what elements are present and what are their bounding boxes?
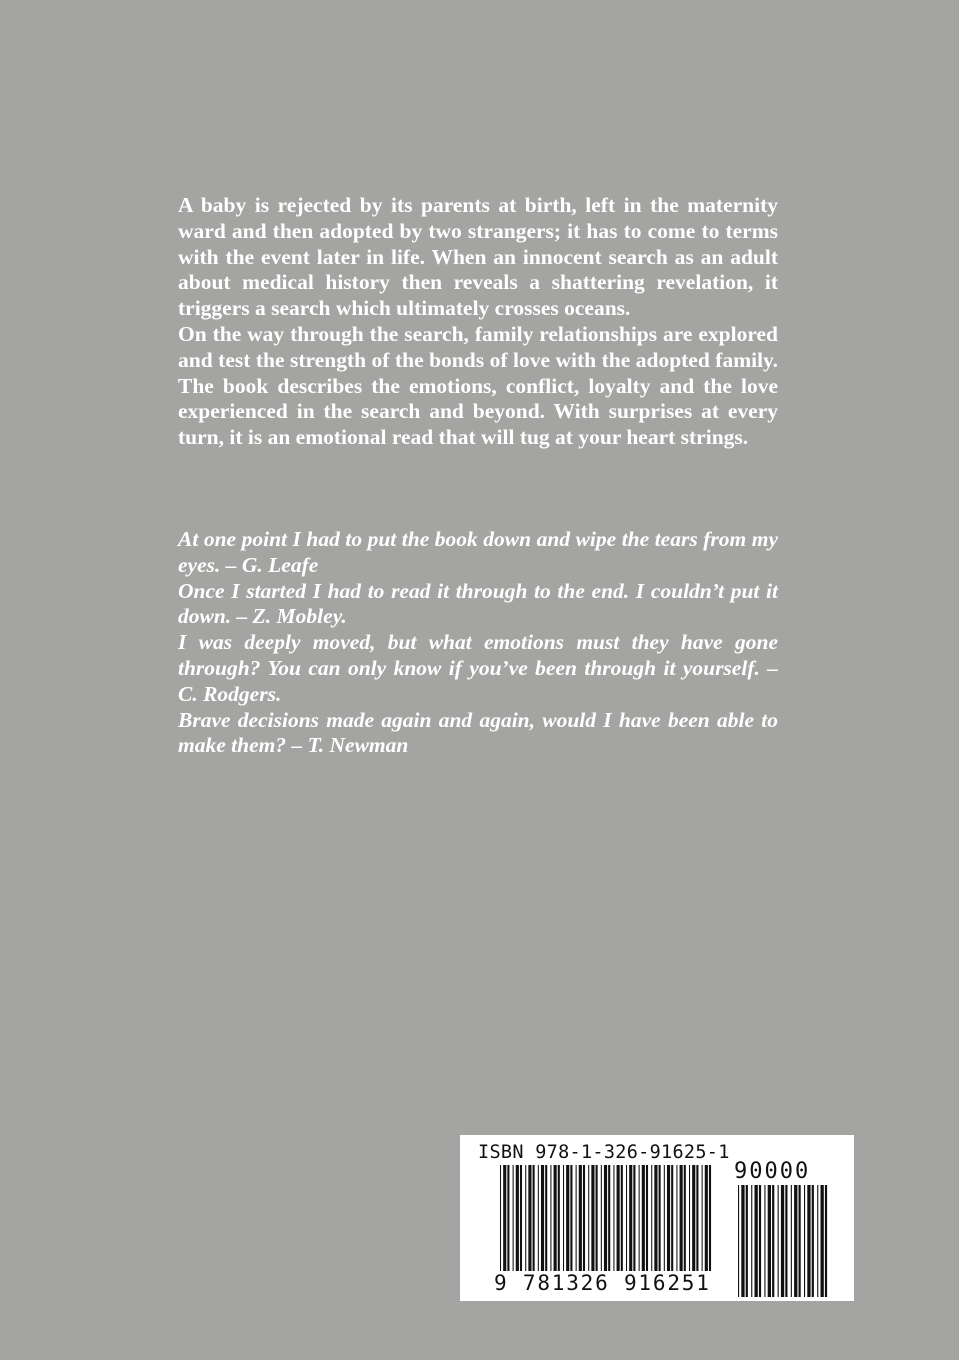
barcode-bar <box>538 1165 539 1271</box>
barcode-bar <box>768 1185 771 1297</box>
barcode-bar <box>588 1165 589 1271</box>
barcode-bar <box>689 1165 690 1271</box>
barcode-bar <box>576 1165 577 1271</box>
barcode-bar <box>525 1165 526 1271</box>
barcode-bar <box>825 1185 827 1297</box>
barcode-bar <box>804 1185 805 1297</box>
barcode-bar <box>566 1165 569 1271</box>
barcode-bar <box>799 1185 801 1297</box>
barcode-bar <box>608 1165 610 1271</box>
barcode-bar <box>817 1185 818 1297</box>
barcode-bar <box>604 1165 607 1271</box>
barcode-bar <box>633 1165 635 1271</box>
barcode-bar <box>702 1165 703 1271</box>
barcode-bar <box>528 1165 531 1271</box>
blurb-paragraph-2: On the way through the search, family relationships are explored and test the strength of the bonds of love with the adopted family. The book describes the emotions, conflict, loyalty and the love experienced in the search and beyond. With surprises at every turn, it is an emotional read that will tug at your heart strings. <box>178 321 778 450</box>
barcode-bar <box>579 1165 582 1271</box>
barcode-bar <box>659 1165 661 1271</box>
isbn-label: ISBN 978-1-326-91625-1 <box>478 1142 730 1163</box>
barcode-bar <box>807 1185 810 1297</box>
barcode-bar <box>629 1165 632 1271</box>
barcode-bar <box>601 1165 602 1271</box>
barcode-bar <box>664 1165 665 1271</box>
review-quote: Once I started I had to read it through to the end. I couldn’t put it down. – Z. Mobley. <box>178 578 778 629</box>
barcode-bar <box>676 1165 677 1271</box>
review-quote: Brave decisions made again and again, would I have been able to make them? – T. Newman <box>178 707 778 758</box>
barcode-bar <box>646 1165 648 1271</box>
barcode-bar <box>642 1165 645 1271</box>
barcode-bar <box>554 1165 557 1271</box>
barcode-bar <box>520 1165 522 1271</box>
barcode-bar <box>680 1165 683 1271</box>
barcode-bar <box>651 1165 652 1271</box>
barcode-bar <box>692 1165 695 1271</box>
barcode-bar <box>541 1165 544 1271</box>
barcode-bar <box>684 1165 686 1271</box>
barcode-bar <box>696 1165 698 1271</box>
barcode-bar <box>778 1185 779 1297</box>
barcode-bar <box>591 1165 594 1271</box>
barcode-bar <box>617 1165 620 1271</box>
barcode-bar <box>550 1165 551 1271</box>
barcode-bar <box>583 1165 585 1271</box>
barcode-bar <box>500 1165 501 1271</box>
barcode-bar <box>764 1185 765 1297</box>
isbn-barcode <box>460 1135 854 1301</box>
barcode-bar <box>667 1165 670 1271</box>
barcode-bar <box>563 1165 564 1271</box>
barcode-bar <box>516 1165 519 1271</box>
review-quote: I was deeply moved, but what emotions must they have gone through? You can only know if you’ve been through it yourself. – C. Rodgers. <box>178 630 778 706</box>
barcode-bar <box>705 1165 708 1271</box>
barcode-bar <box>613 1165 614 1271</box>
barcode-bar <box>709 1165 711 1271</box>
barcode-bar <box>621 1165 623 1271</box>
barcode-bar <box>772 1185 774 1297</box>
barcode-bar <box>671 1165 673 1271</box>
barcode-bar <box>794 1185 797 1297</box>
addon-barcode-bars <box>738 1185 828 1297</box>
review-quotes <box>178 527 778 759</box>
barcode-bar <box>781 1185 784 1297</box>
ean-digits: 9 781326 916251 <box>494 1271 711 1295</box>
barcode-bar <box>513 1165 514 1271</box>
barcode-bar <box>626 1165 627 1271</box>
ean-barcode-bars <box>500 1165 714 1271</box>
barcode-bar <box>791 1185 792 1297</box>
barcode-bar <box>746 1185 748 1297</box>
back-cover-blurb <box>178 193 778 451</box>
barcode-bar <box>785 1185 787 1297</box>
review-quote: At one point I had to put the book down and wipe the tears from my eyes. – G. Leafe <box>178 527 778 577</box>
barcode-bar <box>738 1185 739 1297</box>
barcode-bar <box>503 1165 506 1271</box>
addon-number: 90000 <box>734 1159 811 1184</box>
barcode-bar <box>741 1185 744 1297</box>
barcode-bar <box>654 1165 657 1271</box>
blurb-paragraph-1: A baby is rejected by its parents at birth, left in the maternity ward and then adopted by two strangers; it has to come to terms with the event later in life. When an innocent search as an adult about medical history then reveals a shattering revelation, it triggers a search which ultimately crosses oceans. <box>178 193 778 321</box>
barcode-bar <box>821 1185 824 1297</box>
barcode-bar <box>570 1165 572 1271</box>
barcode-bar <box>755 1185 758 1297</box>
barcode-bar <box>533 1165 535 1271</box>
barcode-bar <box>751 1185 752 1297</box>
barcode-bar <box>558 1165 560 1271</box>
barcode-bar <box>639 1165 640 1271</box>
barcode-bar <box>759 1185 761 1297</box>
barcode-bar <box>596 1165 598 1271</box>
barcode-bar <box>812 1185 814 1297</box>
barcode-bar <box>545 1165 547 1271</box>
barcode-bar <box>507 1165 509 1271</box>
